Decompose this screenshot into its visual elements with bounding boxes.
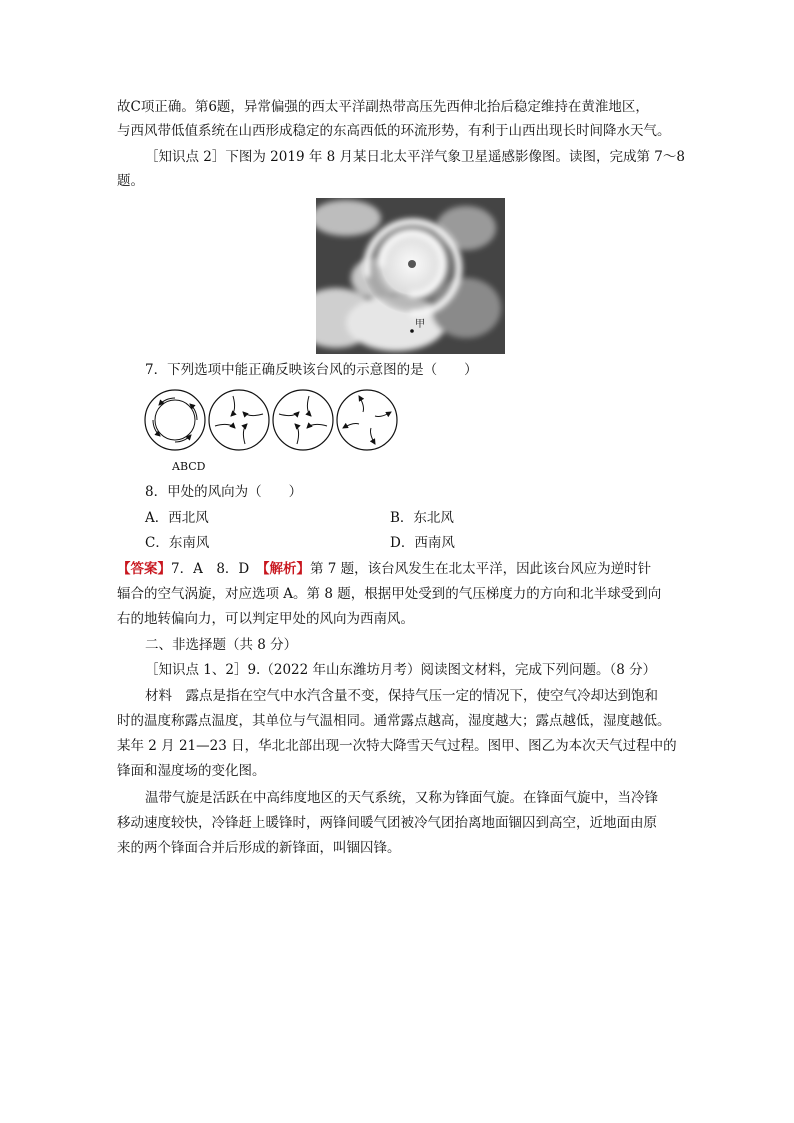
option-labels-abcd: ABCD — [172, 460, 206, 473]
question-8: 8．甲处的风向为（ ） — [145, 484, 303, 500]
section-heading: 二、非选择题（共 8 分） — [145, 637, 298, 653]
option-a: A．西北风 — [145, 510, 209, 526]
explanation-text-2: 辐合的空气涡旋，对应选项 A。第 8 题，根据甲处受到的气压梯度力的方向和北半球受到向 — [117, 586, 662, 602]
option-b-diagram — [209, 390, 269, 450]
answer-line — [117, 560, 651, 578]
answer-tag: 【答案】 — [117, 561, 171, 577]
material-line-2: 时的温度称露点温度，其单位与气温相同。通常露点越高，湿度越大；露点越低，湿度越低。 — [117, 713, 671, 729]
option-a-diagram — [145, 390, 205, 450]
material-line-6: 移动速度较快，冷锋赶上暖锋时，两锋间暖气团被冷气团抬离地面锢囚到高空，近地面由原 — [117, 815, 657, 831]
satellite-image — [316, 198, 505, 354]
material-line-7: 来的两个锋面合并后形成的新锋面，叫锢囚锋。 — [117, 840, 401, 856]
material-line-5: 温带气旋是活跃在中高纬度地区的天气系统，又称为锋面气旋。在锋面气旋中，当冷锋 — [145, 790, 658, 806]
option-d-diagram — [337, 390, 397, 450]
text-line-1: 故C项正确。第6题，异常偏强的西太平洋副热带高压先西伸北抬后稳定维持在黄淮地区， — [117, 99, 649, 115]
text-line-3: ［知识点 2］下图为 2019 年 8 月某日北太平洋气象卫星遥感影像图。读图，完成第 7～8 — [145, 149, 685, 165]
option-c-diagram — [273, 390, 333, 450]
marker-label-jia: 甲 — [415, 319, 425, 330]
text-line-2: 与西风带低值系统在山西形成稳定的东高西低的环流形势，有利于山西出现长时间降水天气。 — [117, 123, 671, 139]
material-line-3: 某年 2 月 21—23 日，华北北部出现一次特大降雪天气过程。图甲、图乙为本次天气过程中的 — [117, 738, 677, 754]
explanation-text-3: 右的地转偏向力，可以判定甲处的风向为西南风。 — [117, 611, 414, 627]
answer-values: 7．A 8．D — [171, 561, 263, 577]
material-line-1: 材料 露点是指在空气中水汽含量不变，保持气压一定的情况下，使空气冷却达到饱和 — [145, 688, 658, 704]
typhoon-cloud-drawing — [316, 198, 505, 354]
option-c: C．东南风 — [145, 535, 210, 551]
question-9: ［知识点 1、2］9.（2022 年山东潍坊月考）阅读图文材料，完成下列问题。（8 分） — [145, 662, 657, 678]
text-line-4: 题。 — [117, 173, 144, 189]
explanation-tag: 【解析】 — [262, 561, 311, 577]
question-7: 7．下列选项中能正确反映该台风的示意图的是（ ） — [145, 362, 478, 378]
option-d: D．西南风 — [390, 535, 455, 551]
material-line-4: 锋面和湿度场的变化图。 — [117, 763, 266, 779]
option-b: B．东北风 — [390, 510, 454, 526]
explanation-text-1: 第 7 题，该台风发生在北太平洋，因此该台风应为逆时针 — [310, 561, 652, 577]
typhoon-options-diagram — [143, 387, 403, 455]
